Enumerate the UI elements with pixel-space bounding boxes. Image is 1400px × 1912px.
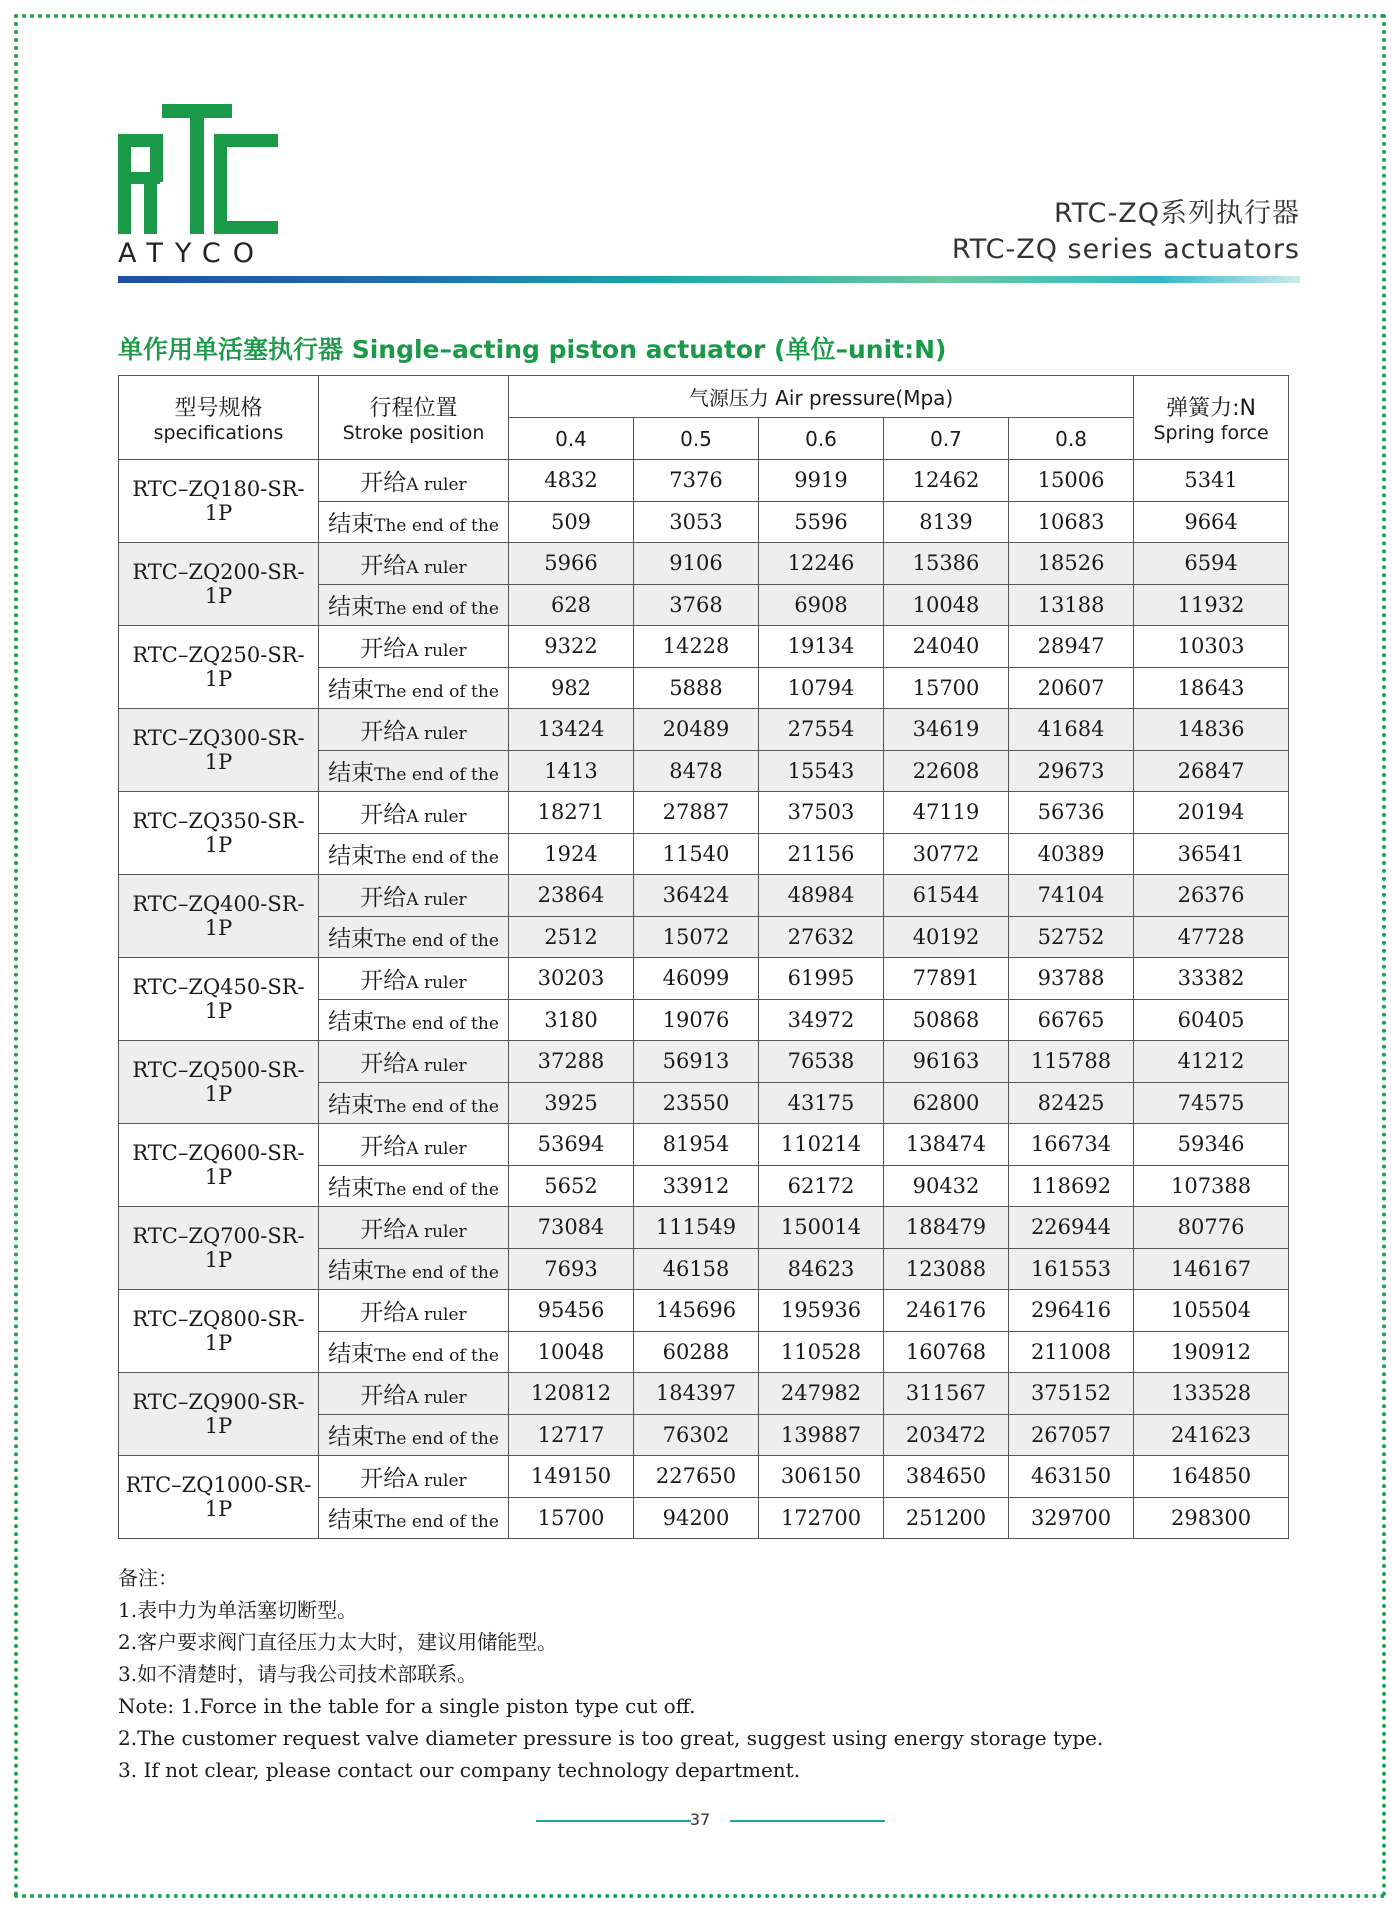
force-value-cell: 4832 (509, 460, 634, 502)
header-air-pressure: 气源压力 Air pressure(Mpa) (509, 376, 1134, 418)
force-value-cell: 384650 (884, 1456, 1009, 1498)
spring-force-cell: 80776 (1134, 1207, 1289, 1249)
force-value-cell: 53694 (509, 1124, 634, 1166)
footer-line-right (730, 1820, 885, 1822)
force-value-cell: 77891 (884, 958, 1009, 1000)
force-value-cell: 18271 (509, 792, 634, 834)
page-footer (0, 1810, 1400, 1830)
table-row (119, 875, 1289, 917)
rtc-logo-mark (118, 104, 278, 234)
header-pressure-0-7: 0.7 (884, 418, 1009, 460)
force-value-cell: 628 (509, 584, 634, 626)
force-value-cell: 267057 (1009, 1414, 1134, 1456)
force-value-cell: 375152 (1009, 1373, 1134, 1415)
force-value-cell: 226944 (1009, 1207, 1134, 1249)
force-value-cell: 296416 (1009, 1290, 1134, 1332)
force-value-cell: 46099 (634, 958, 759, 1000)
force-value-cell: 23550 (634, 1082, 759, 1124)
force-value-cell: 120812 (509, 1373, 634, 1415)
notes-heading: 备注： (118, 1566, 178, 1590)
force-value-cell: 982 (509, 667, 634, 709)
stroke-end-cell: 结束The end of the (319, 1331, 509, 1373)
spring-force-cell: 18643 (1134, 667, 1289, 709)
company-logo (118, 104, 278, 269)
spring-force-cell: 5341 (1134, 460, 1289, 502)
force-value-cell: 23864 (509, 875, 634, 917)
force-value-cell: 166734 (1009, 1124, 1134, 1166)
force-value-cell: 47119 (884, 792, 1009, 834)
stroke-end-cell: 结束The end of the (319, 833, 509, 875)
stroke-start-cell: 开给A ruler (319, 958, 509, 1000)
spring-force-cell: 298300 (1134, 1497, 1289, 1539)
force-value-cell: 5966 (509, 543, 634, 585)
force-value-cell: 50868 (884, 999, 1009, 1041)
page-number: 37 (689, 1810, 711, 1829)
force-value-cell: 43175 (759, 1082, 884, 1124)
table-row (119, 1207, 1289, 1249)
stroke-end-cell: 结束The end of the (319, 1414, 509, 1456)
spring-force-cell: 26376 (1134, 875, 1289, 917)
force-value-cell: 30203 (509, 958, 634, 1000)
force-value-cell: 251200 (884, 1497, 1009, 1539)
stroke-start-cell: 开给A ruler (319, 626, 509, 668)
force-value-cell: 15072 (634, 916, 759, 958)
table-row (119, 709, 1289, 751)
force-value-cell: 18526 (1009, 543, 1134, 585)
table-row (119, 1290, 1289, 1332)
stroke-start-cell: 开给A ruler (319, 1373, 509, 1415)
force-value-cell: 27887 (634, 792, 759, 834)
stroke-end-cell: 结束The end of the (319, 750, 509, 792)
header-spec: 型号规格 specifications (119, 376, 319, 460)
force-value-cell: 463150 (1009, 1456, 1134, 1498)
force-value-cell: 61544 (884, 875, 1009, 917)
stroke-start-cell: 开给A ruler (319, 1207, 509, 1249)
force-value-cell: 20607 (1009, 667, 1134, 709)
model-cell: RTC–ZQ400-SR-1P (119, 875, 319, 958)
stroke-start-cell: 开给A ruler (319, 709, 509, 751)
force-value-cell: 33912 (634, 1165, 759, 1207)
spring-force-cell: 164850 (1134, 1456, 1289, 1498)
table-row (119, 626, 1289, 668)
force-value-cell: 62800 (884, 1082, 1009, 1124)
force-value-cell: 7376 (634, 460, 759, 502)
force-value-cell: 138474 (884, 1124, 1009, 1166)
stroke-end-cell: 结束The end of the (319, 584, 509, 626)
force-value-cell: 8478 (634, 750, 759, 792)
table-row (119, 1124, 1289, 1166)
header-pressure-0-6: 0.6 (759, 418, 884, 460)
force-value-cell: 15543 (759, 750, 884, 792)
force-value-cell: 172700 (759, 1497, 884, 1539)
model-cell: RTC–ZQ250-SR-1P (119, 626, 319, 709)
spring-force-cell: 36541 (1134, 833, 1289, 875)
note-line: 2.The customer request valve diameter pressure is too great, suggest using energy storage type. (118, 1726, 1104, 1750)
spec-table (118, 375, 1289, 1539)
force-value-cell: 74104 (1009, 875, 1134, 917)
stroke-end-cell: 结束The end of the (319, 1497, 509, 1539)
force-value-cell: 95456 (509, 1290, 634, 1332)
stroke-start-cell: 开给A ruler (319, 460, 509, 502)
force-value-cell: 30772 (884, 833, 1009, 875)
section-title: 单作用单活塞执行器 Single–acting piston actuator (单位–unit:N) (118, 335, 947, 364)
force-value-cell: 10048 (509, 1331, 634, 1373)
force-value-cell: 24040 (884, 626, 1009, 668)
force-value-cell: 5596 (759, 501, 884, 543)
force-value-cell: 13188 (1009, 584, 1134, 626)
spring-force-cell: 41212 (1134, 1041, 1289, 1083)
force-value-cell: 76538 (759, 1041, 884, 1083)
force-value-cell: 3180 (509, 999, 634, 1041)
spring-force-cell: 14836 (1134, 709, 1289, 751)
force-value-cell: 15700 (509, 1497, 634, 1539)
force-value-cell: 8139 (884, 501, 1009, 543)
force-value-cell: 27632 (759, 916, 884, 958)
force-value-cell: 3925 (509, 1082, 634, 1124)
stroke-end-cell: 结束The end of the (319, 916, 509, 958)
spring-force-cell: 9664 (1134, 501, 1289, 543)
force-value-cell: 41684 (1009, 709, 1134, 751)
spring-force-cell: 60405 (1134, 999, 1289, 1041)
spring-force-cell: 26847 (1134, 750, 1289, 792)
spring-force-cell: 74575 (1134, 1082, 1289, 1124)
force-value-cell: 21156 (759, 833, 884, 875)
table-row (119, 792, 1289, 834)
force-value-cell: 40192 (884, 916, 1009, 958)
force-value-cell: 27554 (759, 709, 884, 751)
spring-force-cell: 105504 (1134, 1290, 1289, 1332)
stroke-start-cell: 开给A ruler (319, 543, 509, 585)
force-value-cell: 14228 (634, 626, 759, 668)
force-value-cell: 311567 (884, 1373, 1009, 1415)
logo-subtitle: ATYCO (118, 238, 266, 269)
force-value-cell: 90432 (884, 1165, 1009, 1207)
force-value-cell: 3768 (634, 584, 759, 626)
force-value-cell: 12462 (884, 460, 1009, 502)
stroke-end-cell: 结束The end of the (319, 1248, 509, 1290)
force-value-cell: 1413 (509, 750, 634, 792)
force-value-cell: 12246 (759, 543, 884, 585)
table-row (119, 1373, 1289, 1415)
force-value-cell: 509 (509, 501, 634, 543)
force-value-cell: 246176 (884, 1290, 1009, 1332)
force-value-cell: 15006 (1009, 460, 1134, 502)
force-value-cell: 115788 (1009, 1041, 1134, 1083)
force-value-cell: 9322 (509, 626, 634, 668)
force-value-cell: 93788 (1009, 958, 1134, 1000)
header-gradient-bar (118, 276, 1300, 283)
header-stroke: 行程位置 Stroke position (319, 376, 509, 460)
force-value-cell: 36424 (634, 875, 759, 917)
force-value-cell: 211008 (1009, 1331, 1134, 1373)
spring-force-cell: 146167 (1134, 1248, 1289, 1290)
spec-table-body (119, 460, 1289, 1539)
force-value-cell: 6908 (759, 584, 884, 626)
force-value-cell: 110214 (759, 1124, 884, 1166)
model-cell: RTC–ZQ180-SR-1P (119, 460, 319, 543)
force-value-cell: 10794 (759, 667, 884, 709)
force-value-cell: 56913 (634, 1041, 759, 1083)
force-value-cell: 118692 (1009, 1165, 1134, 1207)
force-value-cell: 3053 (634, 501, 759, 543)
table-row (119, 1456, 1289, 1498)
force-value-cell: 62172 (759, 1165, 884, 1207)
header-title-cn: RTC-ZQ系列执行器 (1053, 198, 1300, 229)
force-value-cell: 96163 (884, 1041, 1009, 1083)
model-cell: RTC–ZQ300-SR-1P (119, 709, 319, 792)
spring-force-cell: 133528 (1134, 1373, 1289, 1415)
spring-force-cell: 11932 (1134, 584, 1289, 626)
force-value-cell: 203472 (884, 1414, 1009, 1456)
force-value-cell: 15386 (884, 543, 1009, 585)
note-line: 3.如不清楚时，请与我公司技术部联系。 (118, 1662, 478, 1686)
force-value-cell: 94200 (634, 1497, 759, 1539)
force-value-cell: 28947 (1009, 626, 1134, 668)
force-value-cell: 37288 (509, 1041, 634, 1083)
header-spring-force: 弹簧力:N Spring force (1134, 376, 1289, 460)
header-title (952, 196, 1300, 268)
force-value-cell: 34619 (884, 709, 1009, 751)
force-value-cell: 73084 (509, 1207, 634, 1249)
model-cell: RTC–ZQ200-SR-1P (119, 543, 319, 626)
force-value-cell: 60288 (634, 1331, 759, 1373)
spring-force-cell: 59346 (1134, 1124, 1289, 1166)
force-value-cell: 9919 (759, 460, 884, 502)
model-cell: RTC–ZQ800-SR-1P (119, 1290, 319, 1373)
force-value-cell: 329700 (1009, 1497, 1134, 1539)
table-row (119, 543, 1289, 585)
force-value-cell: 40389 (1009, 833, 1134, 875)
force-value-cell: 111549 (634, 1207, 759, 1249)
force-value-cell: 145696 (634, 1290, 759, 1332)
force-value-cell: 56736 (1009, 792, 1134, 834)
table-row (119, 460, 1289, 502)
force-value-cell: 11540 (634, 833, 759, 875)
spring-force-cell: 33382 (1134, 958, 1289, 1000)
force-value-cell: 306150 (759, 1456, 884, 1498)
force-value-cell: 20489 (634, 709, 759, 751)
force-value-cell: 2512 (509, 916, 634, 958)
stroke-end-cell: 结束The end of the (319, 1165, 509, 1207)
force-value-cell: 66765 (1009, 999, 1134, 1041)
force-value-cell: 82425 (1009, 1082, 1134, 1124)
stroke-start-cell: 开给A ruler (319, 1290, 509, 1332)
force-value-cell: 161553 (1009, 1248, 1134, 1290)
force-value-cell: 195936 (759, 1290, 884, 1332)
stroke-start-cell: 开给A ruler (319, 1124, 509, 1166)
header-pressure-0-4: 0.4 (509, 418, 634, 460)
force-value-cell: 34972 (759, 999, 884, 1041)
force-value-cell: 19134 (759, 626, 884, 668)
note-line: 2.客户要求阀门直径压力太大时，建议用储能型。 (118, 1630, 558, 1654)
stroke-start-cell: 开给A ruler (319, 1456, 509, 1498)
force-value-cell: 61995 (759, 958, 884, 1000)
spring-force-cell: 190912 (1134, 1331, 1289, 1373)
force-value-cell: 29673 (1009, 750, 1134, 792)
force-value-cell: 76302 (634, 1414, 759, 1456)
model-cell: RTC–ZQ500-SR-1P (119, 1041, 319, 1124)
stroke-end-cell: 结束The end of the (319, 999, 509, 1041)
stroke-end-cell: 结束The end of the (319, 501, 509, 543)
force-value-cell: 139887 (759, 1414, 884, 1456)
force-value-cell: 22608 (884, 750, 1009, 792)
spring-force-cell: 107388 (1134, 1165, 1289, 1207)
note-line: Note: 1.Force in the table for a single piston type cut off. (118, 1694, 696, 1718)
force-value-cell: 13424 (509, 709, 634, 751)
force-value-cell: 48984 (759, 875, 884, 917)
force-value-cell: 37503 (759, 792, 884, 834)
force-value-cell: 247982 (759, 1373, 884, 1415)
model-cell: RTC–ZQ450-SR-1P (119, 958, 319, 1041)
force-value-cell: 150014 (759, 1207, 884, 1249)
stroke-start-cell: 开给A ruler (319, 1041, 509, 1083)
model-cell: RTC–ZQ600-SR-1P (119, 1124, 319, 1207)
stroke-end-cell: 结束The end of the (319, 667, 509, 709)
force-value-cell: 81954 (634, 1124, 759, 1166)
spring-force-cell: 10303 (1134, 626, 1289, 668)
force-value-cell: 9106 (634, 543, 759, 585)
force-value-cell: 10048 (884, 584, 1009, 626)
spring-force-cell: 47728 (1134, 916, 1289, 958)
table-row (119, 1041, 1289, 1083)
force-value-cell: 123088 (884, 1248, 1009, 1290)
header-pressure-0-5: 0.5 (634, 418, 759, 460)
model-cell: RTC–ZQ900-SR-1P (119, 1373, 319, 1456)
table-row (119, 958, 1289, 1000)
force-value-cell: 7693 (509, 1248, 634, 1290)
force-value-cell: 1924 (509, 833, 634, 875)
force-value-cell: 160768 (884, 1331, 1009, 1373)
header-pressure-0-8: 0.8 (1009, 418, 1134, 460)
force-value-cell: 227650 (634, 1456, 759, 1498)
header-title-en: RTC-ZQ series actuators (951, 234, 1300, 265)
force-value-cell: 110528 (759, 1331, 884, 1373)
force-value-cell: 19076 (634, 999, 759, 1041)
spring-force-cell: 20194 (1134, 792, 1289, 834)
force-value-cell: 84623 (759, 1248, 884, 1290)
force-value-cell: 5888 (634, 667, 759, 709)
force-value-cell: 52752 (1009, 916, 1134, 958)
stroke-start-cell: 开给A ruler (319, 875, 509, 917)
model-cell: RTC–ZQ1000-SR-1P (119, 1456, 319, 1539)
stroke-start-cell: 开给A ruler (319, 792, 509, 834)
force-value-cell: 188479 (884, 1207, 1009, 1249)
force-value-cell: 184397 (634, 1373, 759, 1415)
force-value-cell: 12717 (509, 1414, 634, 1456)
force-value-cell: 10683 (1009, 501, 1134, 543)
model-cell: RTC–ZQ700-SR-1P (119, 1207, 319, 1290)
spring-force-cell: 241623 (1134, 1414, 1289, 1456)
note-line: 1.表中力为单活塞切断型。 (118, 1598, 358, 1622)
spring-force-cell: 6594 (1134, 543, 1289, 585)
force-value-cell: 5652 (509, 1165, 634, 1207)
model-cell: RTC–ZQ350-SR-1P (119, 792, 319, 875)
notes (118, 1562, 1103, 1786)
force-value-cell: 46158 (634, 1248, 759, 1290)
force-value-cell: 149150 (509, 1456, 634, 1498)
force-value-cell: 15700 (884, 667, 1009, 709)
note-line: 3. If not clear, please contact our company technology department. (118, 1758, 801, 1782)
stroke-end-cell: 结束The end of the (319, 1082, 509, 1124)
